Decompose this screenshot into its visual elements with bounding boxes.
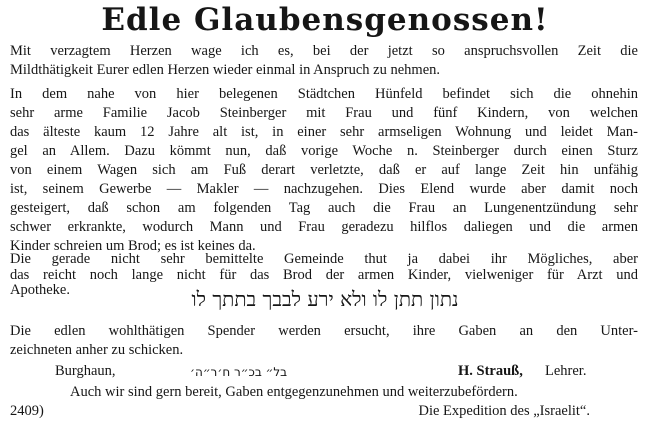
community-line: Die gerade nicht sehr bemittelte Gemeinde thut ja dabei ihr Mögliches, aber [10, 251, 638, 267]
ad-number: 2409) [10, 403, 44, 419]
body-line: gesteigert, daß schon am folgenden Tag auch die Frau an Lungenentzündung sehr [10, 200, 638, 216]
intro-line: Mit verzagtem Herzen wage ich es, bei der jetzt so anspruchsvollen Zeit die [10, 43, 638, 59]
signature-hebrew-date: בל״ בכ״ר ח׳ר״ה׳ [190, 365, 288, 379]
signature-place: Burghaun, [55, 363, 116, 379]
community-line: das reicht noch lange nicht für das Brod der armen Kinder, vielweniger für Arzt und [10, 267, 638, 283]
body-line: Kinder schreien um Brod; es ist keines da. [10, 238, 256, 254]
body-line: gel an Allem. Dazu kömmt nun, daß vorige Woche n. Steinberger durch einen Sturz [10, 143, 638, 159]
expedition-text: Auch wir sind gern bereit, Gaben entgegenzunehmen und weiterzubefördern. [70, 384, 518, 400]
donors-line: Die edlen wohlthätigen Spender werden ersucht, ihre Gaben an den Unter- [10, 323, 638, 339]
hebrew-verse: נתון תתן לו ולא ירע לבבך בתתך לו [191, 287, 459, 311]
headline: Edle Glaubensgenossen! [101, 2, 549, 38]
intro-line: Mildthätigkeit Eurer edlen Herzen wieder einmal in Anspruch zu nehmen. [10, 62, 441, 78]
body-line: sehr arme Familie Jacob Steinberger mit Frau und fünf Kindern, von welchen [10, 105, 638, 121]
expedition-signature: Die Expedition des „Israelit“. [418, 403, 590, 419]
body-line: In dem nahe von hier belegenen Städtchen Hünfeld befindet sich die ohnehin [10, 86, 638, 102]
body-line: ist, seinem Gewerbe — Makler — nachzugehen. Dies Elend wurde aber damit noch [10, 181, 638, 197]
signature-name: H. Strauß, [458, 363, 523, 379]
signature-role: Lehrer. [545, 363, 587, 379]
donors-line: zeichneten anher zu schicken. [10, 342, 184, 358]
body-line: das älteste kaum 12 Jahre alt ist, in einer sehr armseligen Wohnung und leidet Man- [10, 124, 638, 140]
body-line: schwer erkrankte, wodurch Mann und Frau geradezu hilflos daliegen und die armen [10, 219, 638, 235]
community-line: Apotheke. [10, 282, 70, 298]
body-line: von einem Wagen sich am Fuß derart verletzte, daß er auf lange Zeit hin unfähig [10, 162, 638, 178]
